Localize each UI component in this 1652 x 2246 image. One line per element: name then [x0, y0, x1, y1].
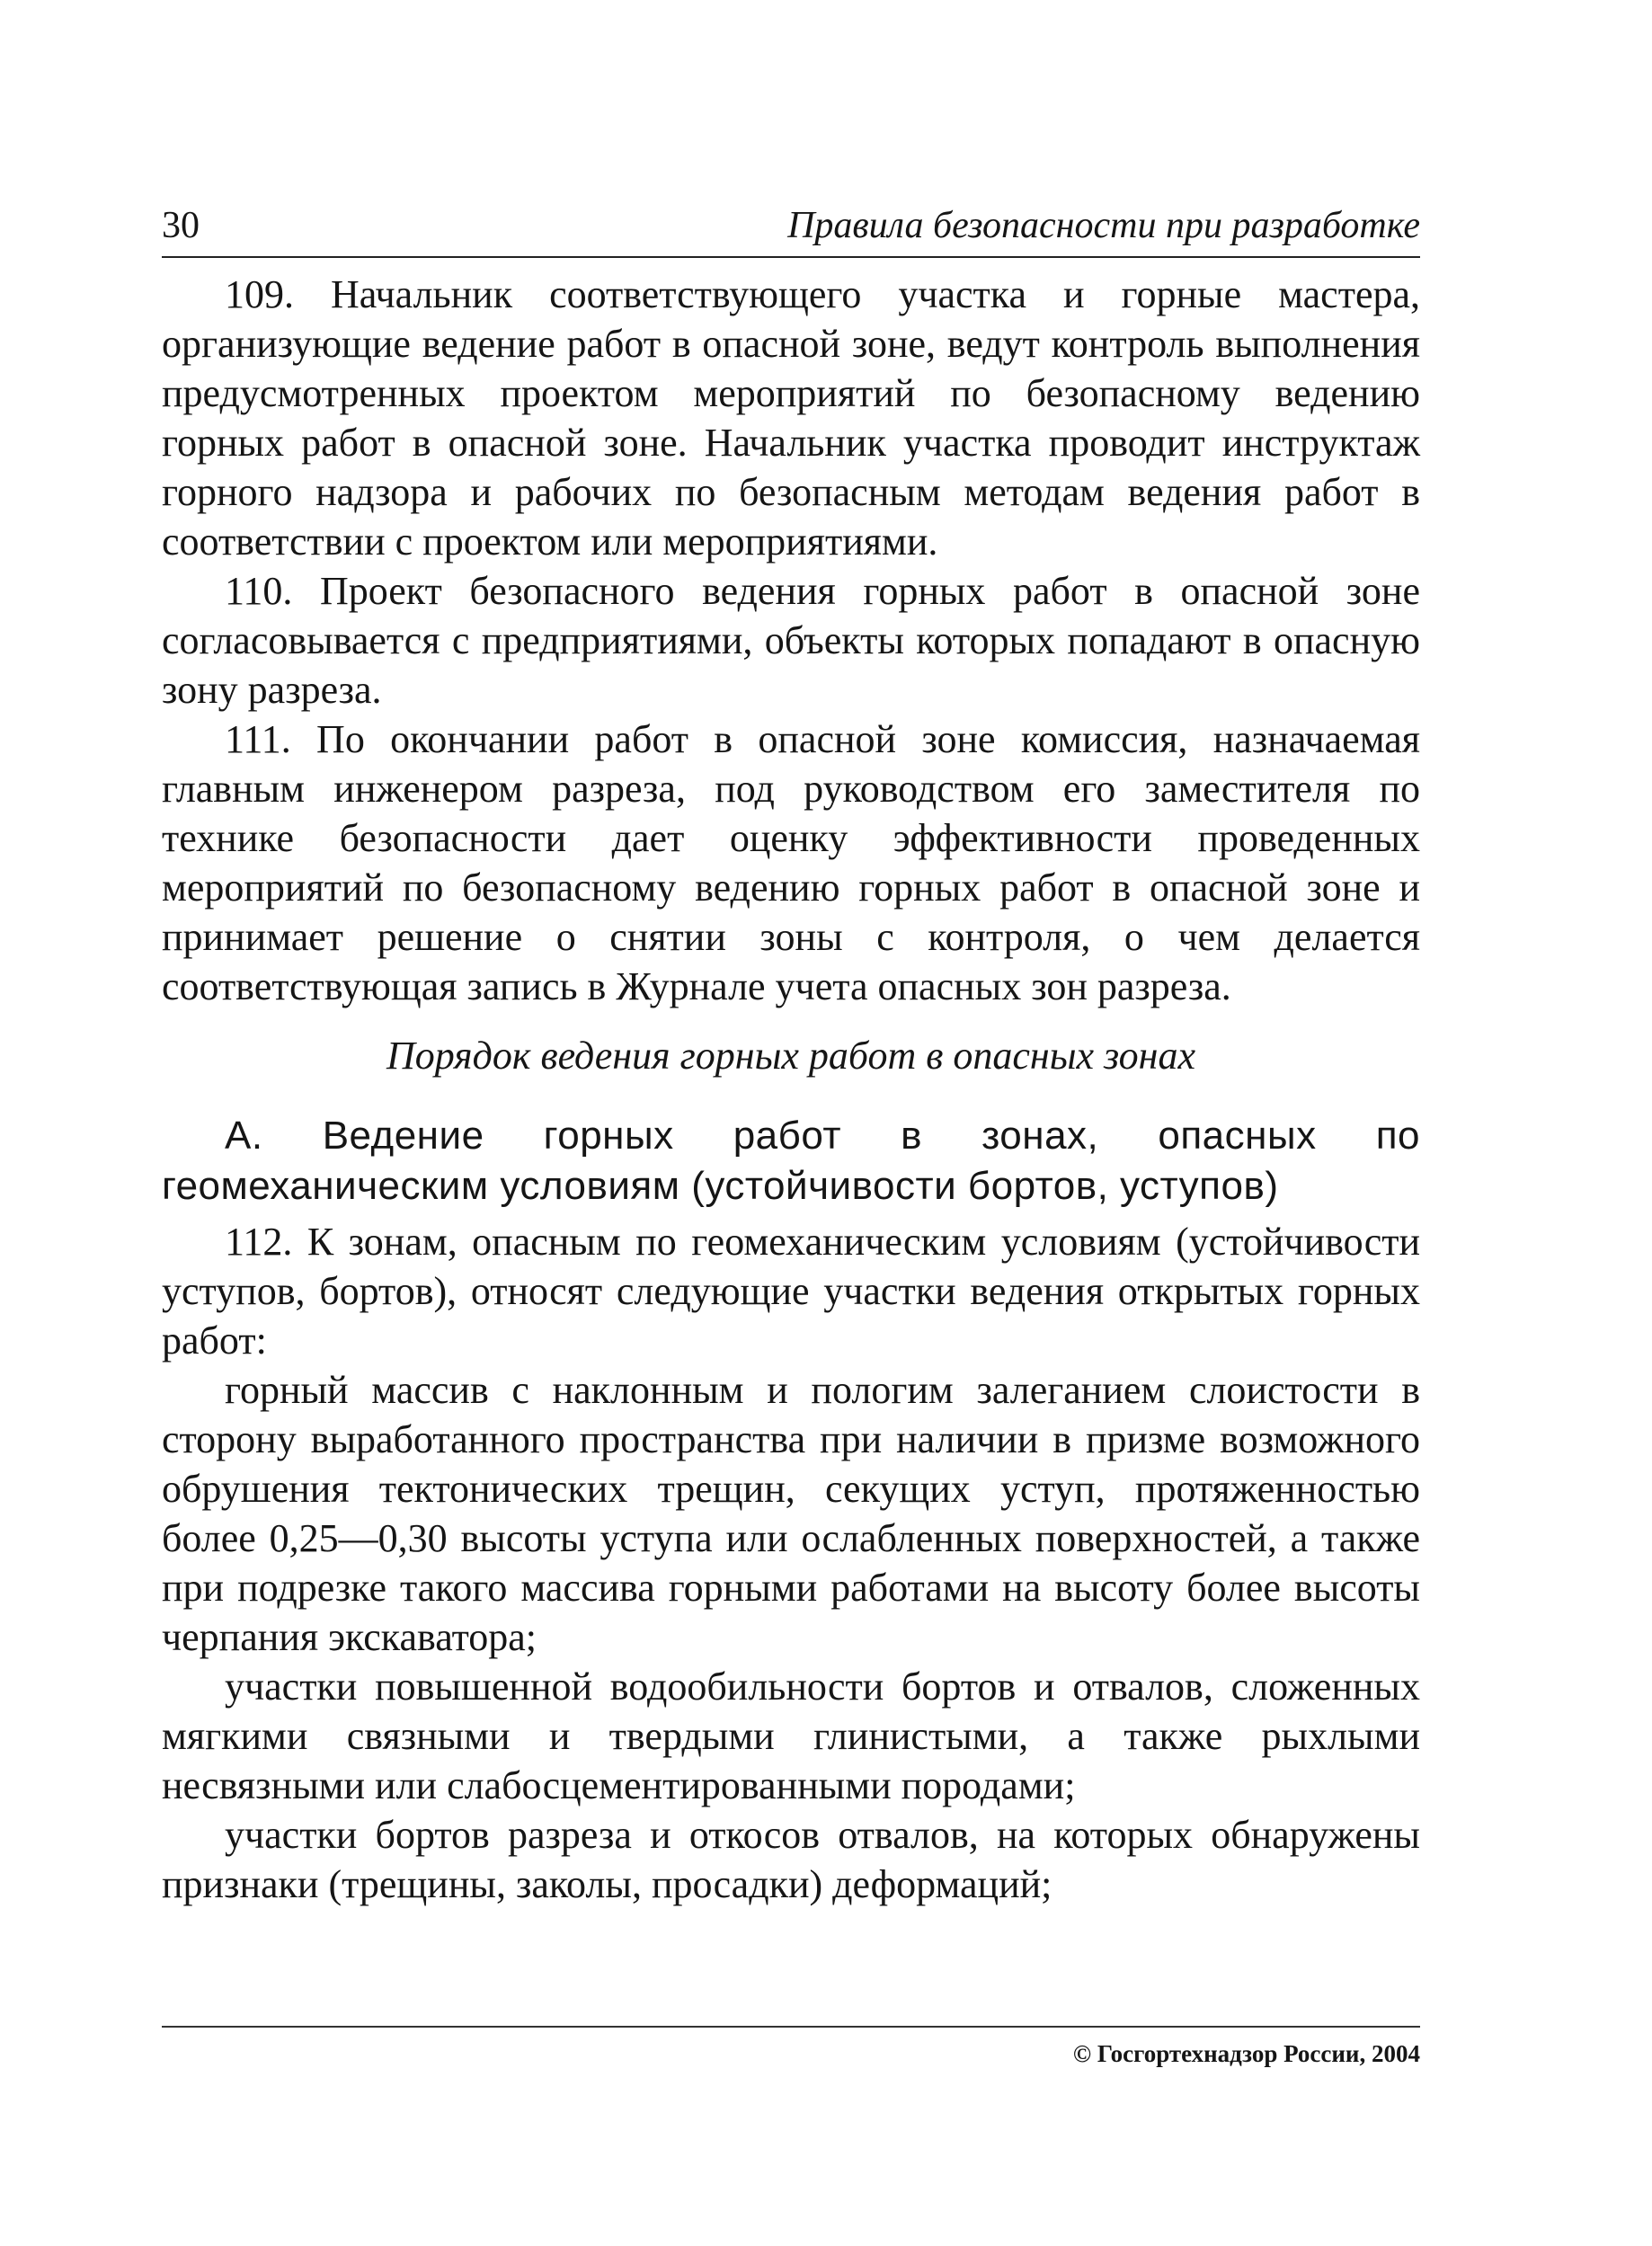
copyright-notice: © Госгортехнадзор России, 2004 — [1072, 2040, 1420, 2067]
section-a-heading: А. Ведение горных работ в зонах, опасных по геомеханическим условиям (устойчивости бортов, уступов) — [162, 1114, 1420, 1208]
paragraph-109: 109. Начальник соответствующего участка и горные мастера, организующие ведение работ в опасной зоне, ведут контроль выполнения предусмотренных проектом мероприятий по безопасному ведению горных работ в опасной зоне. Начальник участка проводит инструктаж горного надзора и рабочих по безопасным методам ведения работ в соответствии с проектом или мероприятиями. — [162, 272, 1420, 564]
footer-divider — [162, 2026, 1420, 2028]
list-item: горный массив с наклонным и пологим залеганием слоистости в сторону выработанного пространства при наличии в призме возможного обрушения тектонических трещин, секущих уступ, протяженностью более 0,25—0,30 высоты уступа или ослабленных поверхностей, а также при подрезке такого массива горными работами на высоту более высоты черпания экскаватора; — [162, 1368, 1420, 1659]
paragraph-111: 111. По окончании работ в опасной зоне комиссия, назначаемая главным инженером разреза, под руководством его заместителя по технике безопасности дает оценку эффективности проведенных мероприятий по безопасному ведению горных работ в опасной зоне и принимает решение о снятии зоны с контроля, о чем делается соответствующая запись в Журнале учета опасных зон разреза. — [162, 717, 1420, 1008]
main-text — [162, 270, 1420, 1909]
list-item: участки повышенной водообильности бортов и отвалов, сложенных мягкими связными и твердыми глинистыми, а также рыхлыми несвязными или слабосцементированными породами; — [162, 1665, 1420, 1807]
running-header — [162, 202, 1420, 258]
list-item: участки бортов разреза и откосов отвалов, на которых обнаружены признаки (трещины, заколы, просадки) деформаций; — [162, 1813, 1420, 1906]
paragraph-112: 112. К зонам, опасным по геомеханическим условиям (устойчивости уступов, бортов), относят следующие участки ведения открытых горных работ: — [162, 1220, 1420, 1363]
page-number: 30 — [162, 205, 200, 246]
paragraph-110: 110. Проект безопасного ведения горных работ в опасной зоне согласовывается с предприятиями, объекты которых попадают в опасную зону разреза. — [162, 569, 1420, 712]
subsection-title: Порядок ведения горных работ в опасных зонах — [386, 1034, 1195, 1078]
running-title: Правила безопасности при разработке — [787, 205, 1420, 246]
